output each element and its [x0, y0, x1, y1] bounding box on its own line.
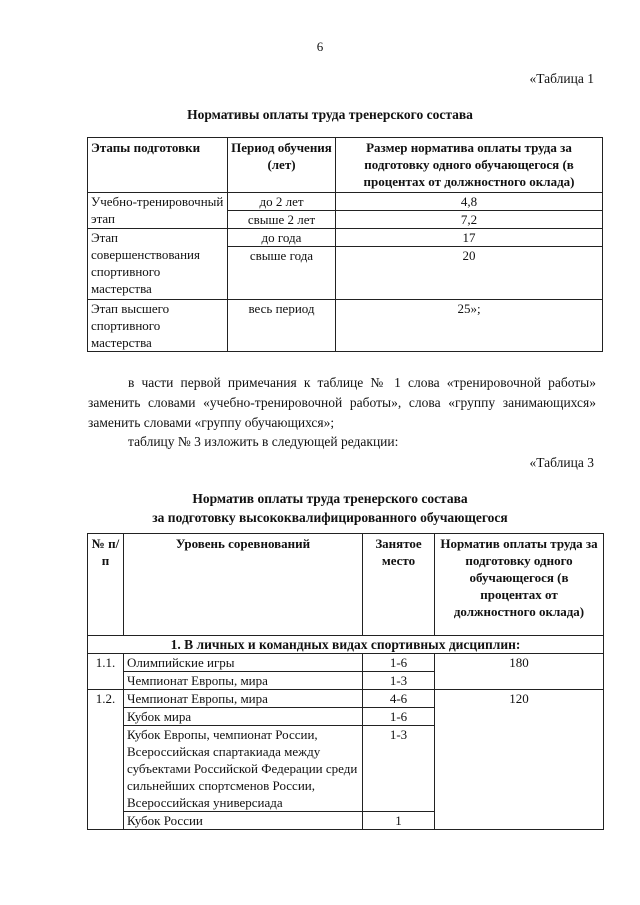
table3-place-cell: 1	[363, 812, 435, 830]
table3-level-cell: Кубок Европы, чемпионат России, Всероссийская спартакиада между субъектами Российской Федерации среди сильнейших спортсменов России, Всероссийская универсиада	[124, 726, 363, 812]
table3-place-cell: 1-6	[363, 654, 435, 672]
table-row	[88, 690, 604, 708]
table1	[87, 137, 603, 352]
table3-level-cell: Кубок мира	[124, 708, 363, 726]
table3-level-cell: Чемпионат Европы, мира	[124, 690, 363, 708]
table1-stage-cell: Этап совершенствования спортивного мастерства	[88, 229, 228, 300]
table3-level-cell: Олимпийские игры	[124, 654, 363, 672]
table3-level-cell: Чемпионат Европы, мира	[124, 672, 363, 690]
table3-place-cell: 4-6	[363, 690, 435, 708]
table1-header-norm: Размер норматива оплаты труда за подготовку одного обучающегося (в процентах от должностного оклада)	[336, 138, 603, 193]
table3	[87, 533, 604, 830]
table1-norm-cell: 4,8	[336, 193, 603, 211]
table1-norm-cell: 20	[336, 247, 603, 300]
table3-section-row	[88, 636, 604, 654]
table1-title: Нормативы оплаты труда тренерского состава	[187, 107, 473, 122]
table1-norm-cell: 25»;	[336, 300, 603, 352]
table-row	[88, 654, 604, 672]
table1-norm-cell: 7,2	[336, 211, 603, 229]
body-paragraph-1: в части первой примечания к таблице № 1 слова «тренировочной работы» заменить словами «учебно-тренировочной работы», слова «группу занимающихся» заменить словами «группу обучающихся»;	[88, 375, 596, 430]
table3-header-num: № п/п	[88, 534, 124, 636]
table3-ref: «Таблица 3	[529, 455, 594, 470]
table1-period-cell: до 2 лет	[228, 193, 336, 211]
table3-title-line2: за подготовку высококвалифицированного обучающегося	[152, 510, 508, 525]
table3-title-line1: Норматив оплаты труда тренерского состава	[192, 491, 468, 506]
table-row	[88, 193, 603, 211]
table1-period-cell: весь период	[228, 300, 336, 352]
table1-header-row	[88, 138, 603, 193]
table3-place-cell: 1-3	[363, 672, 435, 690]
table3-section-1: 1. В личных и командных видах спортивных дисциплин:	[88, 636, 604, 654]
table1-stage-cell: Этап высшего спортивного мастерства	[88, 300, 228, 352]
table3-header-level: Уровень соревнований	[124, 534, 363, 636]
table1-ref: «Таблица 1	[529, 71, 594, 86]
page-number: 6	[316, 39, 324, 54]
table3-header-place: Занятое место	[363, 534, 435, 636]
table1-header-period: Период обучения (лет)	[228, 138, 336, 193]
table1-stage-cell: Учебно-тренировочный этап	[88, 193, 228, 229]
table1-period-cell: свыше года	[228, 247, 336, 300]
body-paragraph-2: таблицу № 3 изложить в следующей редакции:	[128, 434, 399, 449]
table3-num-cell: 1.1.	[88, 654, 124, 690]
table3-place-cell: 1-3	[363, 726, 435, 812]
table3-norm-cell: 180	[435, 654, 604, 690]
table3-header-norm: Норматив оплаты труда за подготовку одного обучающегося (в процентах от должностного оклада)	[435, 534, 604, 636]
table3-place-cell: 1-6	[363, 708, 435, 726]
table3-num-cell: 1.2.	[88, 690, 124, 830]
table3-header-row	[88, 534, 604, 636]
table1-norm-cell: 17	[336, 229, 603, 247]
table3-norm-cell: 120	[435, 690, 604, 830]
table3-level-cell: Кубок России	[124, 812, 363, 830]
table1-period-cell: свыше 2 лет	[228, 211, 336, 229]
table1-period-cell: до года	[228, 229, 336, 247]
table-row	[88, 229, 603, 247]
table-row	[88, 300, 603, 352]
table1-header-stage: Этапы подготовки	[88, 138, 228, 193]
